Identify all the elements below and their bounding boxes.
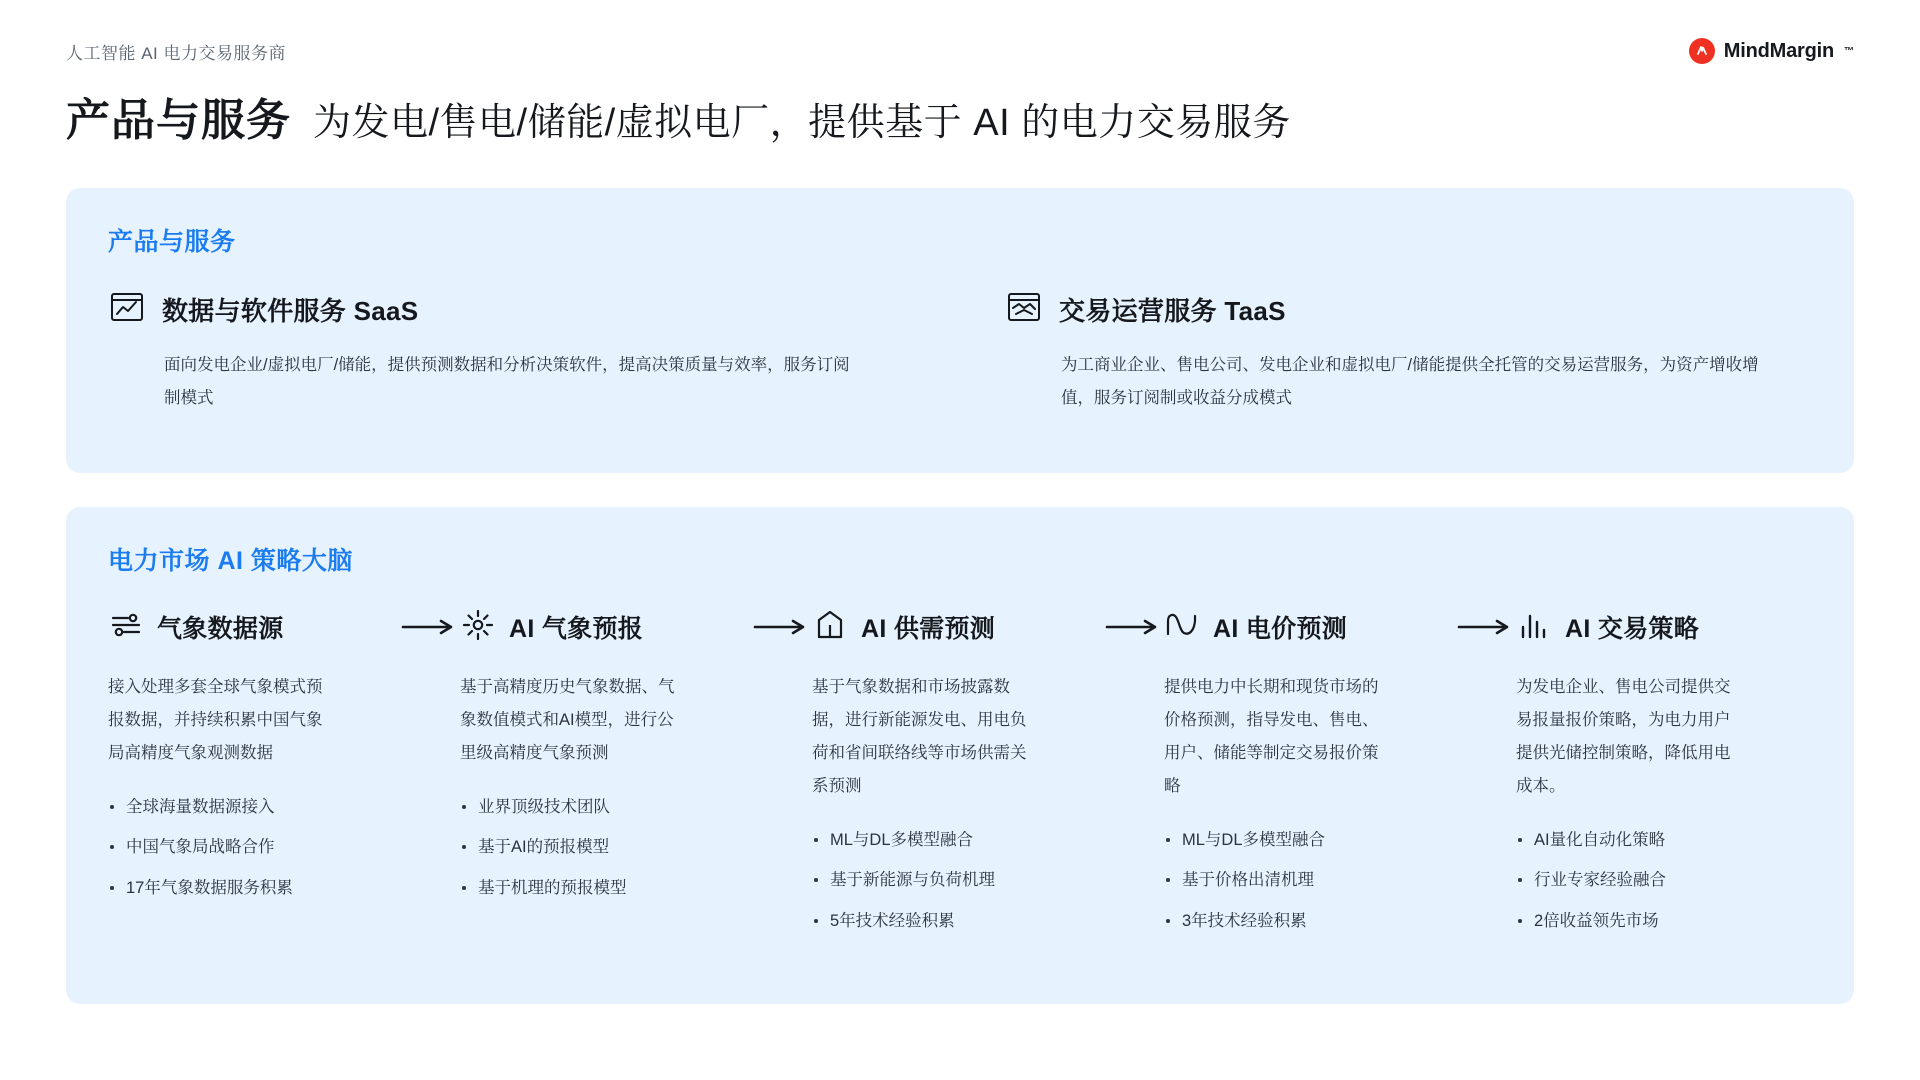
service-card-saas — [108, 288, 960, 415]
weather-data-icon — [108, 607, 144, 648]
list-item: 基于机理的预报模型 — [460, 875, 750, 901]
page-title — [66, 84, 1854, 148]
service-header — [1005, 288, 1772, 331]
service-card-taas — [960, 288, 1812, 415]
stage-header — [1516, 605, 1806, 649]
stage-bullets — [460, 794, 750, 901]
brand-logo — [1689, 38, 1854, 64]
stage-description: 接入处理多套全球气象模式预报数据，并持续积累中国气象局高精度气象观测数据 — [108, 678, 323, 762]
list-item: 中国气象局战略合作 — [108, 834, 398, 860]
eyebrow-text: 人工智能 AI 电力交易服务商 — [66, 43, 287, 63]
service-title: 数据与软件服务 SaaS — [162, 296, 419, 326]
services-list — [108, 288, 1812, 415]
page-title-sub: 为发电/售电/储能/虚拟电厂，提供基于 AI 的电力交易服务 — [313, 102, 1291, 144]
brain-panel — [66, 507, 1854, 1004]
list-item: ML与DL多模型融合 — [1164, 827, 1454, 853]
list-item: 业界顶级技术团队 — [460, 794, 750, 820]
list-item: 3年技术经验积累 — [1164, 908, 1454, 934]
service-header — [108, 288, 920, 331]
stage-bullets — [1516, 827, 1806, 934]
list-item: 基于AI的预报模型 — [460, 834, 750, 860]
list-item: 全球海量数据源接入 — [108, 794, 398, 820]
stage-description: 提供电力中长期和现货市场的价格预测，指导发电、售电、用户、储能等制定交易报价策略 — [1164, 678, 1379, 795]
stage-header — [1164, 605, 1454, 649]
pipeline-arrow-icon — [1102, 605, 1164, 649]
pipeline-arrow-icon — [398, 605, 460, 649]
pipeline-stage-ai-trading-strategy — [1516, 605, 1806, 948]
pipeline-arrow-icon — [750, 605, 812, 649]
stage-title: AI 交易策略 — [1565, 615, 1700, 643]
price-wave-icon — [1164, 607, 1200, 648]
list-item: 基于价格出清机理 — [1164, 867, 1454, 893]
pipeline-stage-ai-supply-demand — [812, 605, 1102, 948]
strategy-bars-icon — [1516, 607, 1552, 648]
pipeline — [108, 605, 1812, 948]
page-title-main: 产品与服务 — [66, 96, 291, 145]
brain-panel-title: 电力市场 AI 策略大脑 — [108, 547, 353, 575]
stage-title: 气象数据源 — [157, 615, 284, 643]
header-bar — [66, 0, 1854, 62]
stage-title: AI 供需预测 — [861, 615, 996, 643]
stage-header — [812, 605, 1102, 649]
pipeline-stage-ai-price-forecast — [1164, 605, 1454, 948]
factory-supply-icon — [812, 607, 848, 648]
mindmargin-mark-icon — [1689, 38, 1715, 64]
list-item: ML与DL多模型融合 — [812, 827, 1102, 853]
list-item: 5年技术经验积累 — [812, 908, 1102, 934]
list-item: 基于新能源与负荷机理 — [812, 867, 1102, 893]
list-item: 行业专家经验融合 — [1516, 867, 1806, 893]
brand-name: MindMargin — [1723, 39, 1834, 62]
list-item: 17年气象数据服务积累 — [108, 875, 398, 901]
products-panel-title: 产品与服务 — [108, 228, 236, 256]
pipeline-arrow-icon — [1454, 605, 1516, 649]
products-panel — [66, 188, 1854, 473]
list-item: 2倍收益领先市场 — [1516, 908, 1806, 934]
stage-title: AI 电价预测 — [1213, 615, 1348, 643]
stage-header — [460, 605, 750, 649]
stage-bullets — [1164, 827, 1454, 934]
stage-title: AI 气象预报 — [509, 615, 644, 643]
stage-header — [108, 605, 398, 649]
stage-description: 基于高精度历史气象数据、气象数值模式和AI模型，进行公里级高精度气象预测 — [460, 678, 675, 762]
chart-document-icon — [108, 288, 146, 331]
service-title: 交易运营服务 TaaS — [1059, 296, 1286, 326]
sun-forecast-icon — [460, 607, 496, 648]
service-description: 面向发电企业/虚拟电厂/储能，提供预测数据和分析决策软件，提高决策质量与效率，服务订阅制模式 — [164, 356, 850, 407]
stage-bullets — [812, 827, 1102, 934]
stage-description: 基于气象数据和市场披露数据，进行新能源发电、用电负荷和省间联络线等市场供需关系预测 — [812, 678, 1027, 795]
stage-description: 为发电企业、售电公司提供交易报量报价策略，为电力用户提供光储控制策略，降低用电成本。 — [1516, 678, 1731, 795]
service-description: 为工商业企业、售电公司、发电企业和虚拟电厂/储能提供全托管的交易运营服务，为资产增收增值，服务订阅制或收益分成模式 — [1061, 356, 1759, 407]
brand-trademark: ™ — [1844, 45, 1854, 57]
handshake-document-icon — [1005, 288, 1043, 331]
pipeline-stage-weather-data — [108, 605, 398, 915]
stage-bullets — [108, 794, 398, 901]
pipeline-stage-ai-weather-forecast — [460, 605, 750, 915]
list-item: AI量化自动化策略 — [1516, 827, 1806, 853]
